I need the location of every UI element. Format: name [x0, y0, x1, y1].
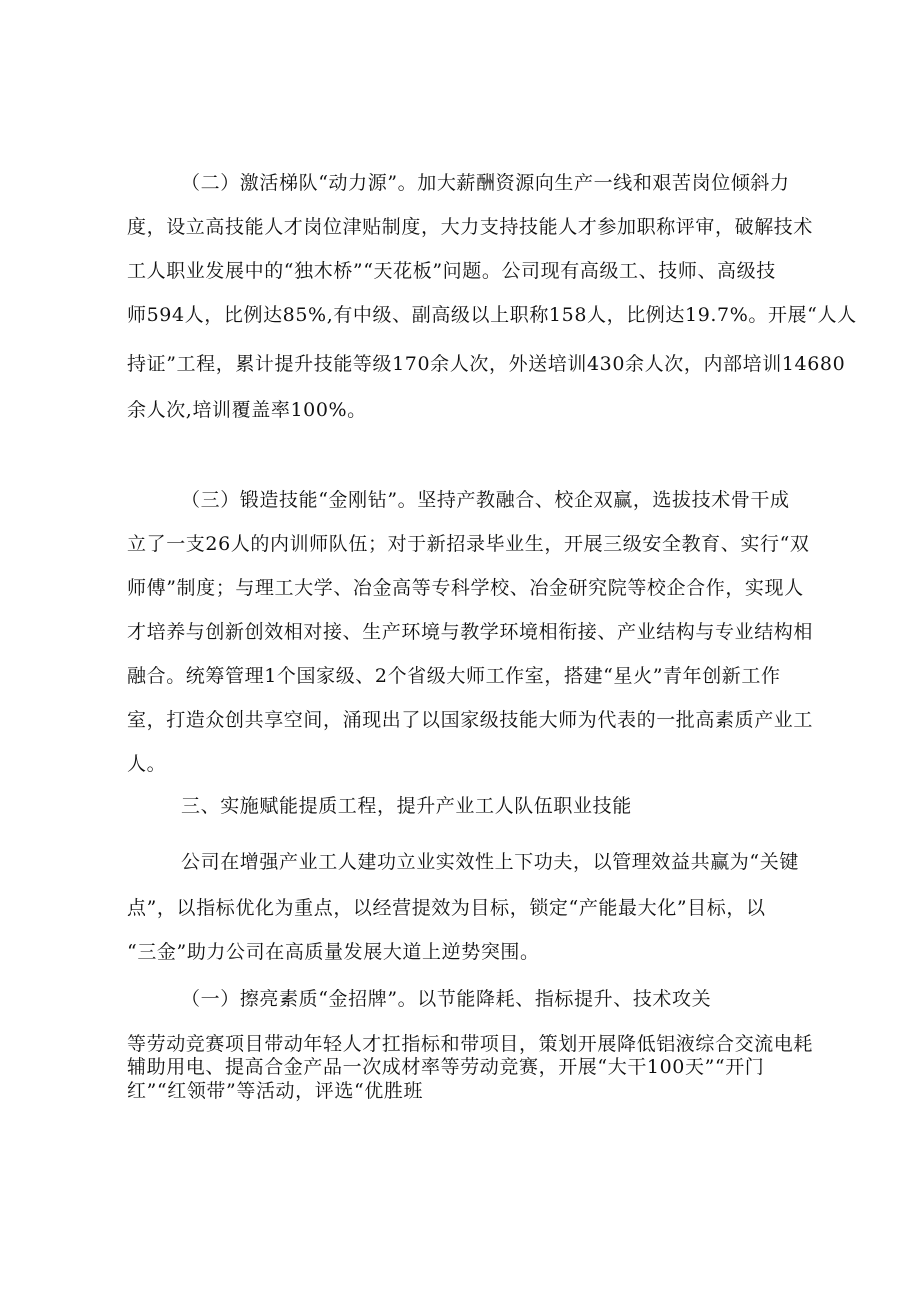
text-line: 公司在增强产业工人建功立业实效性上下功夫，以管理效益共赢为“关键 [181, 851, 799, 873]
text-line: 红”“红领带”等活动，评选“优胜班 [127, 1080, 424, 1102]
text-line: 度，设立高技能人才岗位津贴制度，大力支持技能人才参加职称评审，破解技术 [127, 216, 814, 238]
text-line: 持证”工程，累计提升技能等级170余人次，外送培训430余人次，内部培训14680 [127, 353, 846, 375]
text-line: （三）锻造技能“金刚钻”。坚持产教融合、校企双赢，选拔技术骨干成 [181, 489, 790, 511]
text-line: 辅助用电、提高合金产品一次成材率等劳动竞赛，开展“大干100天”“开门 [127, 1056, 765, 1078]
text-line: 余人次,培训覆盖率100%。 [127, 399, 367, 421]
text-line: “三金”助力公司在高质量发展大道上逆势突围。 [127, 941, 540, 963]
text-line: 才培养与创新创效相对接、生产环境与教学环境相衔接、产业结构与专业结构相 [127, 621, 814, 643]
text-line: 点”，以指标优化为重点，以经营提效为目标，锁定“产能最大化”目标，以 [127, 897, 766, 919]
text-line: （一）擦亮素质“金招牌”。以节能降耗、指标提升、技术攻关 [181, 988, 712, 1010]
heading-text: 三、实施赋能提质工程，提升产业工人队伍职业技能 [181, 795, 632, 817]
text-line: 师594人，比例达85%,有中级、副高级以上职称158人，比例达19.7%。开展“人人 [127, 304, 857, 326]
text-line: 师傅”制度；与理工大学、冶金高等专科学校、冶金研究院等校企合作，实现人 [127, 577, 804, 599]
text-line: （二）激活梯队“动力源”。加大薪酬资源向生产一线和艰苦岗位倾斜力 [181, 172, 790, 194]
text-line: 等劳动竞赛项目带动年轻人才扛指标和带项目，策划开展降低铝液综合交流电耗 [127, 1033, 814, 1055]
text-line: 室，打造众创共享空间，涌现出了以国家级技能大师为代表的一批高素质产业工 [127, 709, 814, 731]
text-line: 工人职业发展中的“独木桥”“天花板”问题。公司现有高级工、技师、高级技 [127, 260, 776, 282]
text-line: 人。 [127, 753, 167, 775]
text-line: 融合。统筹管理1个国家级、2个省级大师工作室，搭建“星火”青年创新工作 [127, 665, 781, 687]
text-line: 立了一支26人的内训师队伍；对于新招录毕业生，开展三级安全教育、实行“双 [127, 533, 810, 555]
